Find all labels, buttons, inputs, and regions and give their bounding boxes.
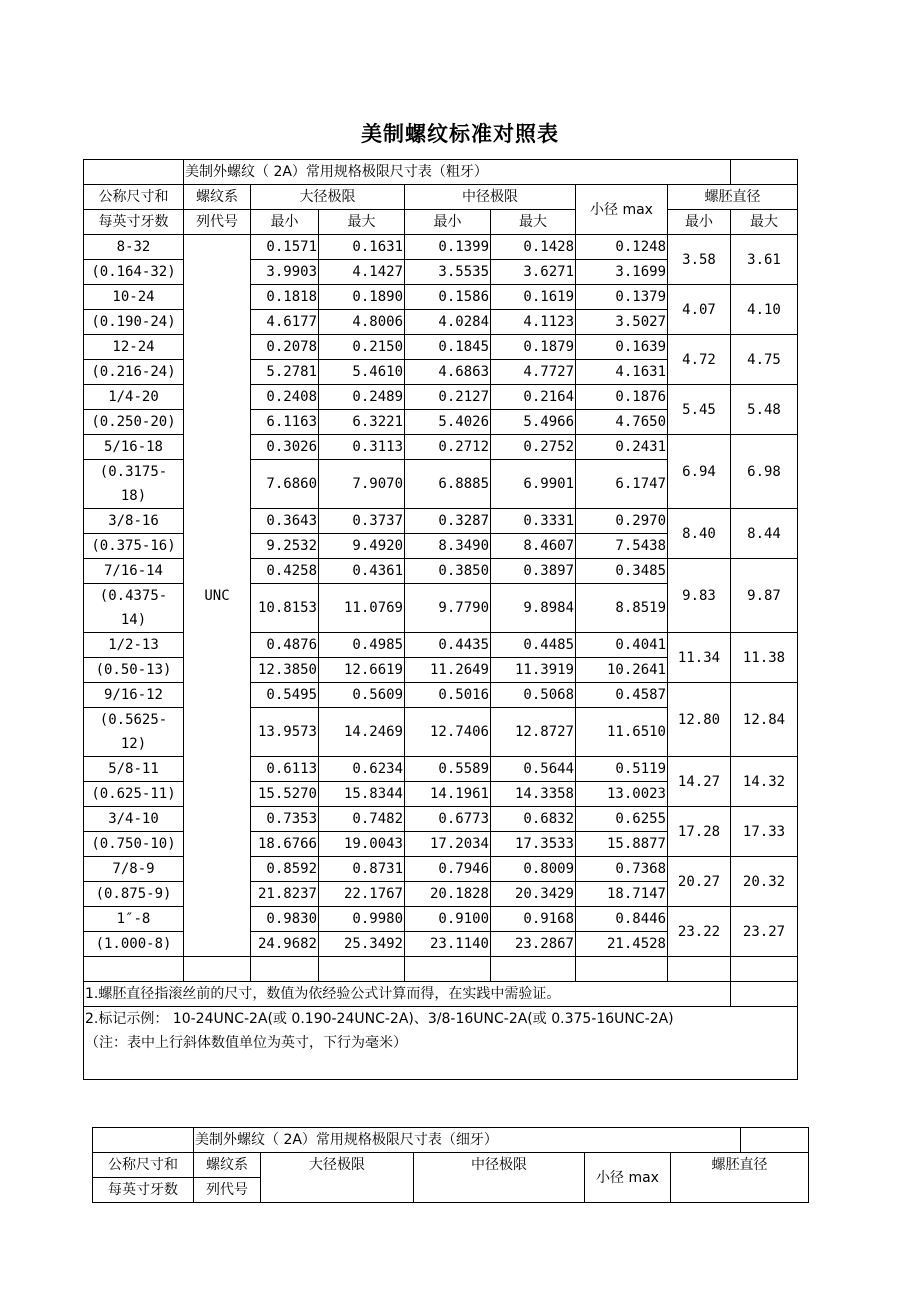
mm-value: 3.6271	[491, 260, 576, 285]
mm-value: 9.4920	[319, 534, 405, 559]
inch-value: 0.3485	[576, 559, 668, 584]
header-min: 最小	[405, 210, 491, 235]
inch-value: 0.1879	[491, 335, 576, 360]
inch-value: 0.1428	[491, 235, 576, 260]
inch-value: 0.8592	[251, 857, 319, 882]
inch-value: 0.2164	[491, 385, 576, 410]
inch-value: 0.7368	[576, 857, 668, 882]
mm-value: 15.8344	[319, 782, 405, 807]
mm-value: 15.8877	[576, 832, 668, 857]
decimal-size: (0.3175- 18)	[84, 460, 184, 509]
decimal-size: (0.216-24)	[84, 360, 184, 385]
inch-value: 0.2150	[319, 335, 405, 360]
decimal-size: (0.625-11)	[84, 782, 184, 807]
inch-value: 0.5644	[491, 757, 576, 782]
mm-value: 6.1747	[576, 460, 668, 509]
page-title: 美制螺纹标准对照表	[361, 122, 559, 146]
inch-value: 0.3643	[251, 509, 319, 534]
inch-value: 0.7353	[251, 807, 319, 832]
mm-value: 5.4966	[491, 410, 576, 435]
inch-value: 0.7482	[319, 807, 405, 832]
inch-value: 0.3850	[405, 559, 491, 584]
mm-value: 4.6863	[405, 360, 491, 385]
mm-value: 11.2649	[405, 658, 491, 683]
nominal-size: 12-24	[84, 335, 184, 360]
blank-min: 4.72	[668, 335, 731, 385]
inch-value: 0.2127	[405, 385, 491, 410]
mm-value: 20.1828	[405, 882, 491, 907]
inch-value: 0.5068	[491, 683, 576, 708]
mm-value: 4.7727	[491, 360, 576, 385]
inch-value: 0.5495	[251, 683, 319, 708]
mm-value: 13.0023	[576, 782, 668, 807]
blank-min: 20.27	[668, 857, 731, 907]
inch-value: 0.6234	[319, 757, 405, 782]
nominal-size: 3/8-16	[84, 509, 184, 534]
inch-value: 0.1639	[576, 335, 668, 360]
header-blank-diameter: 螺胚直径	[671, 1153, 809, 1203]
header-min: 最小	[668, 210, 731, 235]
mm-value: 9.2532	[251, 534, 319, 559]
inch-value: 0.1619	[491, 285, 576, 310]
mm-value: 11.0769	[319, 584, 405, 633]
inch-value: 0.2408	[251, 385, 319, 410]
header-series-line2: 列代号	[184, 210, 251, 235]
empty-cell	[84, 957, 184, 982]
mm-value: 24.9682	[251, 932, 319, 957]
decimal-size: (0.875-9)	[84, 882, 184, 907]
mm-value: 10.8153	[251, 584, 319, 633]
note-2: 2.标记示例： 10-24UNC-2A(或 0.190-24UNC-2A)、3/8-16UNC-2A(或 0.375-16UNC-2A)	[85, 1011, 674, 1027]
inch-value: 0.3113	[319, 435, 405, 460]
empty-cell	[184, 957, 251, 982]
mm-value: 4.0284	[405, 310, 491, 335]
mm-value: 6.8885	[405, 460, 491, 509]
header-minor-diameter: 小径 max	[576, 185, 668, 235]
nominal-size: 1/4-20	[84, 385, 184, 410]
blank-min: 9.83	[668, 559, 731, 633]
series-code: UNC	[184, 235, 251, 957]
empty-cell	[731, 982, 798, 1007]
inch-value: 0.5589	[405, 757, 491, 782]
inch-value: 0.4361	[319, 559, 405, 584]
mm-value: 3.5535	[405, 260, 491, 285]
mm-value: 9.7790	[405, 584, 491, 633]
blank-min: 17.28	[668, 807, 731, 857]
inch-value: 0.1631	[319, 235, 405, 260]
mm-value: 12.8727	[491, 708, 576, 757]
blank-min: 23.22	[668, 907, 731, 957]
inch-value: 0.2752	[491, 435, 576, 460]
nominal-size: 9/16-12	[84, 683, 184, 708]
mm-value: 7.9070	[319, 460, 405, 509]
mm-value: 11.3919	[491, 658, 576, 683]
decimal-size: (0.250-20)	[84, 410, 184, 435]
mm-value: 25.3492	[319, 932, 405, 957]
mm-value: 13.9573	[251, 708, 319, 757]
inch-value: 0.4985	[319, 633, 405, 658]
empty-row	[84, 957, 798, 982]
header-nominal-line2: 每英寸牙数	[93, 1178, 194, 1203]
blank-max: 4.10	[731, 285, 798, 335]
blank-min: 14.27	[668, 757, 731, 807]
blank-max: 23.27	[731, 907, 798, 957]
mm-value: 4.8006	[319, 310, 405, 335]
blank-max: 12.84	[731, 683, 798, 757]
inch-value: 0.3737	[319, 509, 405, 534]
fine-thread-table	[92, 1127, 809, 1203]
mm-value: 8.3490	[405, 534, 491, 559]
inch-value: 0.4587	[576, 683, 668, 708]
mm-value: 8.8519	[576, 584, 668, 633]
mm-value: 20.3429	[491, 882, 576, 907]
inch-value: 0.3026	[251, 435, 319, 460]
header-minor-diameter: 小径 max	[585, 1153, 671, 1203]
mm-value: 14.1961	[405, 782, 491, 807]
note-1: 1.螺胚直径指滚丝前的尺寸，数值为依经验公式计算而得，在实践中需验证。	[84, 982, 731, 1007]
mm-value: 11.6510	[576, 708, 668, 757]
blank-min: 3.58	[668, 235, 731, 285]
nominal-size: 7/8-9	[84, 857, 184, 882]
mm-value: 7.6860	[251, 460, 319, 509]
mm-value: 4.6177	[251, 310, 319, 335]
blank-max: 6.98	[731, 435, 798, 509]
decimal-size: (0.375-16)	[84, 534, 184, 559]
header-major-diameter: 大径极限	[261, 1153, 414, 1203]
table-caption: 美制外螺纹（ 2A）常用规格极限尺寸表（粗牙）	[184, 160, 731, 185]
blank-min: 6.94	[668, 435, 731, 509]
mm-value: 3.1699	[576, 260, 668, 285]
inch-value: 0.1845	[405, 335, 491, 360]
inch-value: 0.5119	[576, 757, 668, 782]
header-pitch-diameter: 中径极限	[405, 185, 576, 210]
header-nominal-line2: 每英寸牙数	[84, 210, 184, 235]
blank-max: 11.38	[731, 633, 798, 683]
header-max: 最大	[731, 210, 798, 235]
mm-value: 7.5438	[576, 534, 668, 559]
blank-min: 4.07	[668, 285, 731, 335]
decimal-size: (0.50-13)	[84, 658, 184, 683]
mm-value: 4.1631	[576, 360, 668, 385]
empty-cell	[251, 957, 319, 982]
mm-value: 12.7406	[405, 708, 491, 757]
blank-max: 5.48	[731, 385, 798, 435]
inch-value: 0.1379	[576, 285, 668, 310]
inch-value: 0.1248	[576, 235, 668, 260]
mm-value: 4.7650	[576, 410, 668, 435]
empty-cell	[576, 957, 668, 982]
nominal-size: 10-24	[84, 285, 184, 310]
header-series: 螺纹系	[194, 1153, 261, 1178]
note-2-cell	[84, 1007, 798, 1080]
blank-min: 8.40	[668, 509, 731, 559]
coarse-thread-table	[83, 159, 798, 1080]
mm-value: 18.7147	[576, 882, 668, 907]
caption-spacer	[731, 160, 798, 185]
blank-max: 9.87	[731, 559, 798, 633]
decimal-size: (0.5625- 12)	[84, 708, 184, 757]
blank-min: 12.80	[668, 683, 731, 757]
inch-value: 0.3897	[491, 559, 576, 584]
inch-value: 0.1876	[576, 385, 668, 410]
blank-max: 20.32	[731, 857, 798, 907]
inch-value: 0.2712	[405, 435, 491, 460]
blank-min: 5.45	[668, 385, 731, 435]
inch-value: 0.4435	[405, 633, 491, 658]
mm-value: 15.5270	[251, 782, 319, 807]
caption-spacer	[741, 1128, 809, 1153]
blank-min: 11.34	[668, 633, 731, 683]
inch-value: 0.3331	[491, 509, 576, 534]
blank-max: 3.61	[731, 235, 798, 285]
empty-cell	[731, 957, 798, 982]
inch-value: 0.4876	[251, 633, 319, 658]
inch-value: 0.8009	[491, 857, 576, 882]
mm-value: 22.1767	[319, 882, 405, 907]
header-nominal: 公称尺寸和	[84, 185, 184, 210]
inch-value: 0.6773	[405, 807, 491, 832]
mm-value: 18.6766	[251, 832, 319, 857]
mm-value: 5.4610	[319, 360, 405, 385]
mm-value: 21.4528	[576, 932, 668, 957]
header-max: 最大	[491, 210, 576, 235]
mm-value: 5.2781	[251, 360, 319, 385]
decimal-size: (0.190-24)	[84, 310, 184, 335]
mm-value: 10.2641	[576, 658, 668, 683]
inch-value: 0.9980	[319, 907, 405, 932]
header-pitch-diameter: 中径极限	[414, 1153, 585, 1203]
nominal-size: 1″-8	[84, 907, 184, 932]
caption-spacer	[93, 1128, 194, 1153]
inch-value: 0.1571	[251, 235, 319, 260]
blank-max: 14.32	[731, 757, 798, 807]
decimal-size: (1.000-8)	[84, 932, 184, 957]
mm-value: 3.5027	[576, 310, 668, 335]
caption-spacer	[84, 160, 184, 185]
mm-value: 23.1140	[405, 932, 491, 957]
blank-max: 8.44	[731, 509, 798, 559]
blank-max: 4.75	[731, 335, 798, 385]
blank-max: 17.33	[731, 807, 798, 857]
mm-value: 8.4607	[491, 534, 576, 559]
table-row-inch	[84, 235, 798, 260]
mm-value: 3.9903	[251, 260, 319, 285]
inch-value: 0.1586	[405, 285, 491, 310]
inch-value: 0.8446	[576, 907, 668, 932]
mm-value: 4.1427	[319, 260, 405, 285]
mm-value: 6.3221	[319, 410, 405, 435]
mm-value: 5.4026	[405, 410, 491, 435]
header-major-diameter: 大径极限	[251, 185, 405, 210]
inch-value: 0.8731	[319, 857, 405, 882]
nominal-size: 3/4-10	[84, 807, 184, 832]
inch-value: 0.2431	[576, 435, 668, 460]
mm-value: 4.1123	[491, 310, 576, 335]
inch-value: 0.5609	[319, 683, 405, 708]
header-series: 螺纹系	[184, 185, 251, 210]
mm-value: 6.9901	[491, 460, 576, 509]
nominal-size: 5/8-11	[84, 757, 184, 782]
nominal-size: 1/2-13	[84, 633, 184, 658]
table-caption: 美制外螺纹（ 2A）常用规格极限尺寸表（细牙）	[194, 1128, 741, 1153]
mm-value: 21.8237	[251, 882, 319, 907]
empty-cell	[491, 957, 576, 982]
mm-value: 14.3358	[491, 782, 576, 807]
inch-value: 0.1890	[319, 285, 405, 310]
inch-value: 0.3287	[405, 509, 491, 534]
header-blank-diameter: 螺胚直径	[668, 185, 798, 210]
inch-value: 0.2078	[251, 335, 319, 360]
mm-value: 19.0043	[319, 832, 405, 857]
inch-value: 0.6832	[491, 807, 576, 832]
mm-value: 12.6619	[319, 658, 405, 683]
inch-value: 0.1818	[251, 285, 319, 310]
mm-value: 9.8984	[491, 584, 576, 633]
decimal-size: (0.750-10)	[84, 832, 184, 857]
nominal-size: 7/16-14	[84, 559, 184, 584]
header-nominal: 公称尺寸和	[93, 1153, 194, 1178]
header-max: 最大	[319, 210, 405, 235]
inch-value: 0.7946	[405, 857, 491, 882]
inch-value: 0.9168	[491, 907, 576, 932]
inch-value: 0.4485	[491, 633, 576, 658]
header-series-line2: 列代号	[194, 1178, 261, 1203]
inch-value: 0.6255	[576, 807, 668, 832]
empty-cell	[319, 957, 405, 982]
inch-value: 0.5016	[405, 683, 491, 708]
mm-value: 6.1163	[251, 410, 319, 435]
inch-value: 0.9830	[251, 907, 319, 932]
header-min: 最小	[251, 210, 319, 235]
empty-cell	[668, 957, 731, 982]
inch-value: 0.2970	[576, 509, 668, 534]
inch-value: 0.6113	[251, 757, 319, 782]
mm-value: 12.3850	[251, 658, 319, 683]
mm-value: 17.3533	[491, 832, 576, 857]
mm-value: 23.2867	[491, 932, 576, 957]
inch-value: 0.9100	[405, 907, 491, 932]
inch-value: 0.4041	[576, 633, 668, 658]
inch-value: 0.1399	[405, 235, 491, 260]
inch-value: 0.4258	[251, 559, 319, 584]
empty-cell	[405, 957, 491, 982]
note-3: （注：表中上行斜体数值单位为英寸，下行为毫米）	[85, 1035, 407, 1051]
nominal-size: 5/16-18	[84, 435, 184, 460]
inch-value: 0.2489	[319, 385, 405, 410]
mm-value: 14.2469	[319, 708, 405, 757]
mm-value: 17.2034	[405, 832, 491, 857]
decimal-size: (0.164-32)	[84, 260, 184, 285]
decimal-size: (0.4375- 14)	[84, 584, 184, 633]
nominal-size: 8-32	[84, 235, 184, 260]
